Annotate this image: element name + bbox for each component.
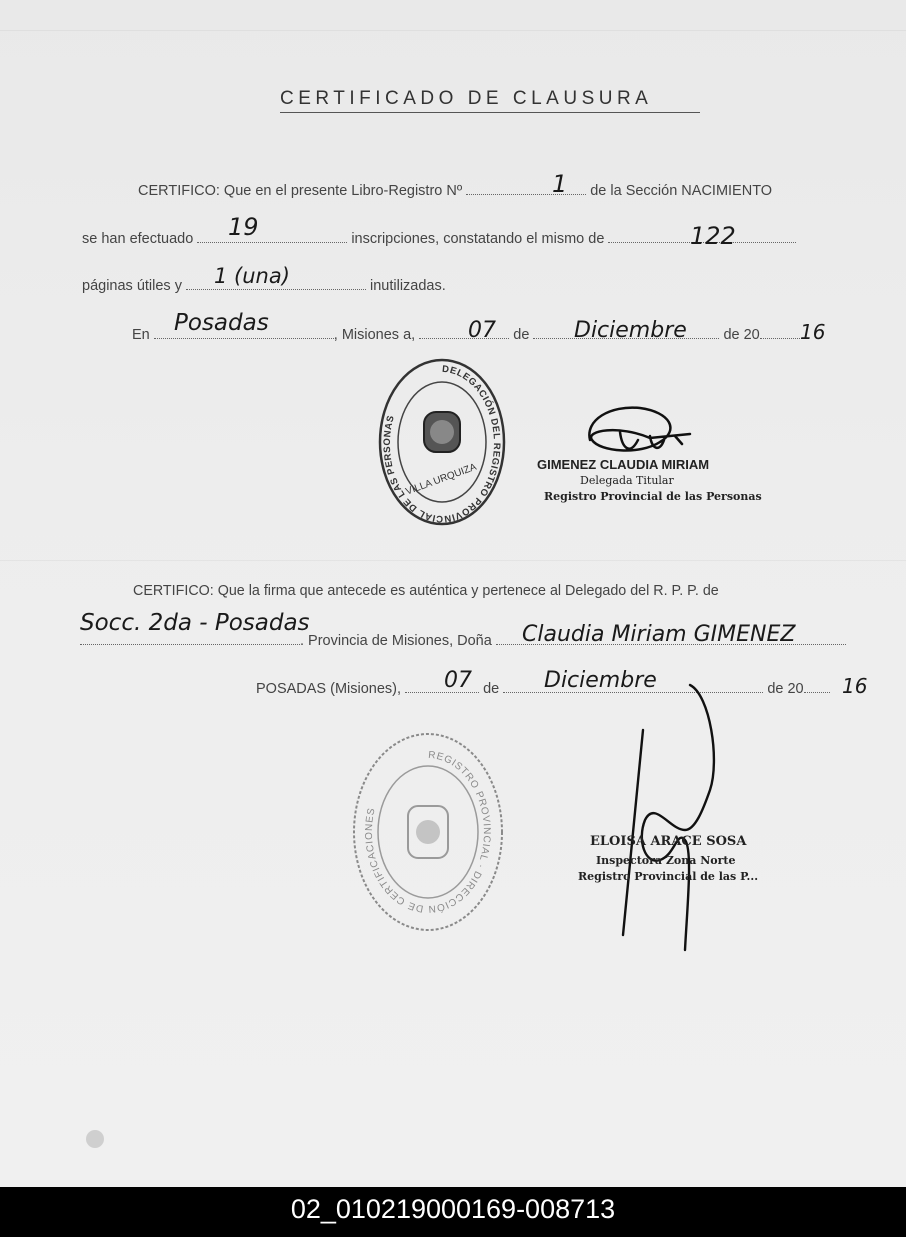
cert2-line1: CERTIFICO: Que la firma que antecede es auténtica y pertenece al Delegado del R. P. P. de: [133, 583, 719, 599]
cert2-line2-text-a: . Provincia de Misiones, Doña: [300, 633, 492, 649]
cert1-line1-text-b: de la Sección NACIMIENTO: [590, 183, 773, 199]
document-title: CERTIFICADO DE CLAUSURA: [280, 88, 700, 113]
cert1-line2-text-a: se han efectuado: [82, 231, 194, 247]
signature2-role: Inspectora Zona Norte: [596, 854, 736, 867]
signature1-name: GIMENEZ CLAUDIA MIRIAM: [537, 457, 710, 472]
official-seal-stamp-2: [348, 728, 508, 938]
stamp1-bottom-text: VILLA URQUIZA: [404, 461, 479, 498]
cert1-pages-count: 122: [690, 222, 736, 250]
scan-speck: [86, 1130, 104, 1148]
cert2-line3-text-a: POSADAS (Misiones),: [256, 681, 402, 697]
cert1-day: 07: [468, 318, 496, 343]
cert2-day: 07: [444, 668, 472, 693]
cert1-book-number-field: [466, 180, 586, 195]
cert1-line1: [138, 180, 772, 199]
signature1-role: Delegada Titular: [580, 474, 674, 487]
cert2-month: Diciembre: [544, 668, 657, 693]
handwritten-signature-2: [615, 680, 725, 960]
cert1-line4-text-b: , Misiones a,: [333, 327, 416, 343]
cert2-section: Socc. 2da - Posadas: [80, 610, 310, 636]
stamp1-ring-text: DELEGACIÓN DEL REGISTRO PROVINCIAL DE LAS PERSONAS: [381, 363, 503, 525]
cert1-line3-text-b: inutilizadas.: [370, 278, 446, 294]
cert1-city: Posadas: [174, 310, 269, 336]
cert1-month: Diciembre: [574, 318, 687, 343]
cert1-line2-text-b: inscripciones, constatando el mismo de: [351, 231, 605, 247]
document-id-footer: 02_010219000169-008713: [0, 1187, 906, 1237]
cert1-year: 16: [800, 320, 826, 344]
cert1-line4-text-d: de 20: [723, 327, 760, 343]
cert2-line3: [256, 678, 830, 697]
cert2-line3-text-c: de 20: [767, 681, 804, 697]
cert1-book-number: 1: [552, 170, 568, 198]
official-seal-stamp-1: [372, 350, 512, 530]
cert1-inscriptions-count: 19: [228, 213, 259, 241]
cert2-year: 16: [842, 674, 868, 698]
stamp2-ring-text: REGISTRO PROVINCIAL · DIRECCIÓN DE CERTIFICACIONES: [363, 749, 492, 915]
cert1-line4-text-c: de: [513, 327, 530, 343]
cert2-line3-text-b: de: [483, 681, 500, 697]
cert1-line3-text-a: páginas útiles y: [82, 278, 182, 294]
signature1-org: Registro Provincial de las Personas: [544, 490, 762, 503]
signature2-org: Registro Provincial de las P...: [578, 870, 759, 883]
signature2-name: ELOISA ARACE SOSA: [590, 834, 747, 849]
cert1-line4-text-a: En: [132, 327, 150, 343]
cert2-delegate-name: Claudia Miriam GIMENEZ: [522, 622, 796, 647]
cert1-unusable-count: 1 (una): [214, 264, 290, 288]
cert1-line1-text-a: CERTIFICO: Que en el presente Libro-Registro Nº: [138, 183, 463, 199]
